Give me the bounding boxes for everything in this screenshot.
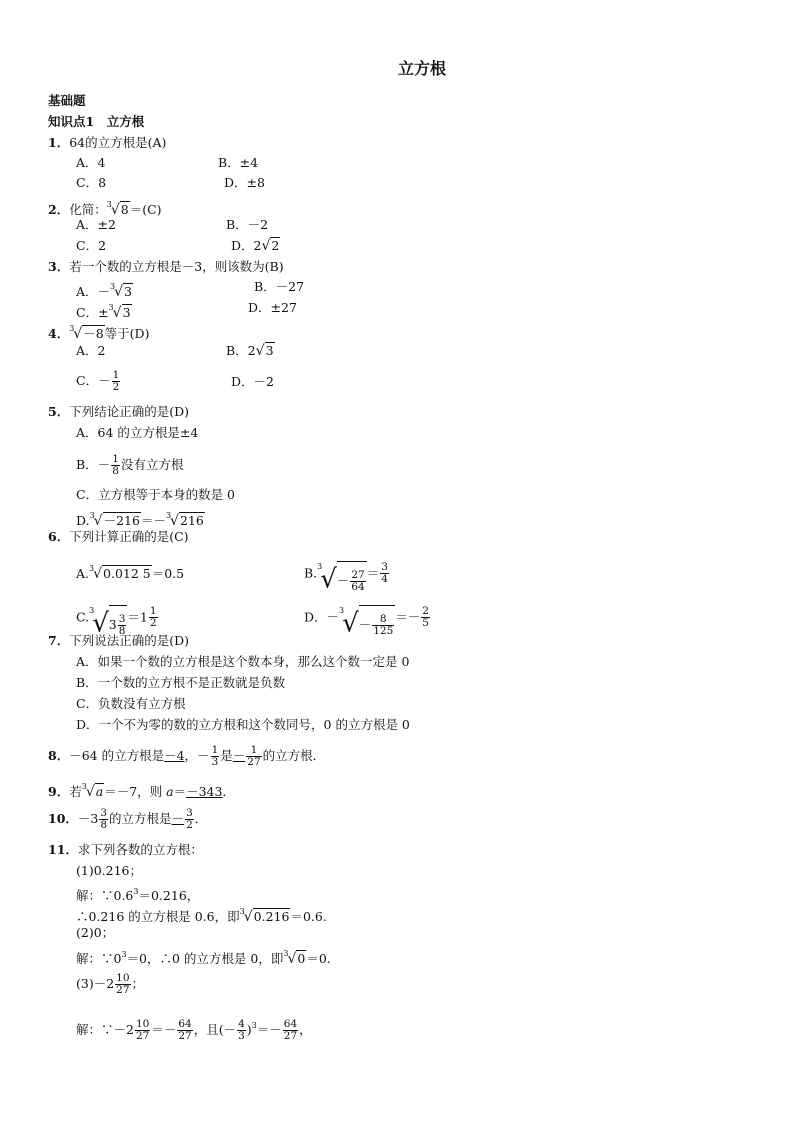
q2-option-a: A．±2 bbox=[76, 217, 116, 232]
question-text: 是 bbox=[220, 748, 233, 763]
q6-option-d bbox=[304, 593, 431, 643]
sign: － bbox=[358, 616, 372, 632]
solution-text: ) bbox=[246, 1022, 252, 1037]
q11-part-1-conclusion bbox=[76, 904, 327, 925]
fraction bbox=[246, 745, 261, 768]
sign: － bbox=[336, 572, 350, 588]
denominator: 8 bbox=[100, 819, 108, 831]
cube-root: $^3$√8 bbox=[106, 200, 129, 218]
answer bbox=[171, 807, 195, 831]
q6-option-b bbox=[304, 549, 390, 599]
numerator: 10 bbox=[135, 1018, 150, 1030]
denominator: 5 bbox=[422, 617, 429, 630]
denominator: 2 bbox=[186, 819, 193, 831]
denominator: 3 bbox=[211, 756, 219, 768]
q1-option-a: A．4 bbox=[76, 155, 106, 170]
q2-option-b: B．－2 bbox=[226, 217, 269, 232]
q7-option-c: C．负数没有立方根 bbox=[76, 696, 186, 711]
option-text: ＝0.5 bbox=[151, 566, 185, 581]
denominator: 27 bbox=[116, 984, 130, 996]
q7-option-a: A．如果一个数的立方根是这个数本身，那么这个数一定是 0 bbox=[76, 654, 410, 669]
cube-root: $^3$√－ $\frac{8}{125}$ bbox=[339, 593, 395, 643]
answer: －343 bbox=[186, 784, 223, 799]
cube-root: $^3$√3 bbox=[108, 303, 131, 321]
cube-root: $^3$√216 bbox=[165, 511, 204, 529]
fraction bbox=[115, 973, 130, 996]
fraction bbox=[283, 1019, 298, 1042]
exponent: 3 bbox=[251, 1021, 257, 1030]
denominator: 8 bbox=[118, 624, 126, 637]
question-text: (3)－2 bbox=[76, 976, 115, 991]
question-text: －3 bbox=[77, 811, 99, 826]
question-number: 7． bbox=[48, 633, 70, 648]
denominator: 27 bbox=[178, 1030, 192, 1042]
question-5 bbox=[48, 404, 189, 420]
question-7 bbox=[48, 633, 189, 649]
question-number: 5． bbox=[48, 404, 70, 419]
question-number: 3． bbox=[48, 259, 70, 274]
numerator: 1 bbox=[112, 453, 119, 465]
option-label: B．－ bbox=[76, 457, 111, 472]
radicand: 3 bbox=[265, 343, 274, 358]
equals: ＝－ bbox=[140, 513, 166, 528]
equals: ＝1 bbox=[127, 609, 148, 625]
radicand: 0.012 5 bbox=[103, 566, 151, 581]
question-3 bbox=[48, 259, 284, 275]
q4-option-b bbox=[226, 343, 275, 359]
question-stem: 下列计算正确的是(C) bbox=[69, 529, 189, 544]
question-text: ＝－7，则 bbox=[104, 784, 167, 799]
question-text: 若 bbox=[69, 784, 82, 799]
q7-option-d: D．一个不为零的数的立方根和这个数同号，0 的立方根是 0 bbox=[76, 717, 410, 732]
q3-option-d: D．±27 bbox=[248, 300, 297, 315]
question-text: ＝ bbox=[173, 784, 187, 799]
equals: ＝－ bbox=[256, 1022, 282, 1037]
solution-text: ∴0.216 的立方根是 0.6，即 bbox=[76, 909, 240, 924]
question-6 bbox=[48, 529, 189, 545]
q4-option-d: D．－2 bbox=[231, 374, 274, 389]
numerator: 4 bbox=[238, 1018, 245, 1030]
denominator: 64 bbox=[351, 580, 365, 593]
solution-text: ＝0.216， bbox=[138, 888, 200, 903]
question-text: 的立方根是 bbox=[109, 811, 172, 826]
q4-option-a: A．2 bbox=[76, 343, 106, 358]
question-4 bbox=[48, 321, 149, 342]
numerator: 2 bbox=[422, 605, 429, 618]
radicand: 2 bbox=[271, 238, 280, 253]
option-label: D．2 bbox=[231, 238, 262, 253]
denominator: 27 bbox=[247, 756, 261, 768]
question-stem: 下列结论正确的是(D) bbox=[69, 404, 189, 419]
option-label: B．2 bbox=[226, 343, 256, 358]
integer-part: 3 bbox=[108, 616, 117, 632]
fraction bbox=[177, 1019, 192, 1042]
cube-root: $^3$√－ $\frac{27}{64}$ bbox=[317, 549, 367, 599]
equals: ＝－ bbox=[395, 609, 421, 625]
section-heading: 基础题 bbox=[48, 93, 86, 108]
fraction bbox=[237, 1019, 246, 1042]
radicand: 3 bbox=[122, 305, 131, 320]
q11-part-3 bbox=[76, 969, 144, 999]
numerator: 3 bbox=[381, 561, 388, 574]
radicand: 0 bbox=[297, 951, 306, 966]
q11-part-2: (2)0； bbox=[76, 925, 115, 940]
option-label: A．－ bbox=[76, 284, 111, 299]
square-root: √2 bbox=[261, 238, 280, 254]
denominator: 2 bbox=[149, 617, 157, 630]
fraction bbox=[112, 370, 121, 393]
question-stem-suffix: 等于(D) bbox=[104, 326, 150, 341]
cube-root: $^3$√－8 bbox=[69, 324, 104, 342]
q11-part-2-solution bbox=[76, 946, 331, 967]
fraction bbox=[372, 614, 394, 637]
fraction bbox=[111, 454, 120, 477]
radicand: －8 bbox=[83, 326, 104, 341]
cube-root: $^3$√0 bbox=[283, 949, 306, 967]
question-stem: 下列说法正确的是(D) bbox=[69, 633, 189, 648]
question-1 bbox=[48, 135, 166, 151]
question-text: 的立方根． bbox=[262, 748, 326, 763]
q1-option-b: B．±4 bbox=[218, 155, 259, 170]
radicand: 8 bbox=[120, 202, 129, 217]
solution-text: 解：∵－2 bbox=[76, 1022, 134, 1037]
question-number: 11． bbox=[48, 842, 78, 857]
cube-root: $^3$√3 bbox=[110, 282, 132, 300]
question-text: ； bbox=[131, 976, 145, 991]
sign: － bbox=[232, 748, 246, 763]
q11-part-1-solution bbox=[76, 884, 199, 904]
solution-text: ＝0.6. bbox=[290, 909, 327, 924]
q11-part-3-solution bbox=[76, 1011, 312, 1045]
fraction bbox=[421, 606, 430, 629]
question-stem-suffix: ＝(C) bbox=[129, 202, 162, 217]
solution-text: ＝0. bbox=[306, 951, 331, 966]
q5-option-c: C．立方根等于本身的数是 0 bbox=[76, 487, 235, 502]
cube-root: $^3$√0.012 5 bbox=[89, 564, 151, 582]
question-number: 6． bbox=[48, 529, 70, 544]
q2-option-c: C．2 bbox=[76, 238, 107, 253]
numerator: 27 bbox=[351, 568, 365, 581]
numerator: 3 bbox=[186, 807, 193, 819]
square-root: √3 bbox=[255, 343, 274, 359]
denominator: 8 bbox=[112, 465, 119, 477]
question-text: ，－ bbox=[184, 748, 210, 763]
equals: ＝－ bbox=[151, 1022, 177, 1037]
numerator: 10 bbox=[116, 972, 130, 984]
question-number: 10． bbox=[48, 811, 78, 826]
option-label: C. bbox=[76, 609, 90, 625]
option-label: C．－ bbox=[76, 373, 111, 388]
question-stem-prefix: 化简： bbox=[69, 202, 107, 217]
numerator: 3 bbox=[118, 612, 126, 625]
fraction bbox=[185, 808, 194, 831]
fraction bbox=[380, 562, 389, 585]
q7-option-b: B．一个数的立方根不是正数就是负数 bbox=[76, 675, 286, 690]
solution-text: 解：∵0 bbox=[76, 951, 122, 966]
radicand: a bbox=[95, 784, 104, 799]
cube-root: $^3$√a bbox=[81, 782, 104, 800]
cube-root: $^3$√－216 bbox=[89, 511, 140, 529]
q5-option-a: A．64 的立方根是±4 bbox=[76, 425, 199, 440]
question-text: ． bbox=[194, 811, 208, 826]
q1-option-d: D．±8 bbox=[224, 175, 265, 190]
solution-text: ＝0，∴0 的立方根是 0，即 bbox=[126, 951, 284, 966]
option-text: 没有立方根 bbox=[120, 457, 184, 472]
question-number: 8． bbox=[48, 748, 70, 763]
solution-text: 解：∵0.6 bbox=[76, 888, 134, 903]
q3-option-c bbox=[76, 300, 132, 321]
radicand: 3 bbox=[124, 284, 132, 299]
question-number: 9． bbox=[48, 784, 70, 799]
sign: － bbox=[171, 811, 185, 826]
question-number: 4． bbox=[48, 326, 70, 341]
question-2 bbox=[48, 197, 162, 218]
fraction bbox=[350, 570, 365, 593]
numerator: 64 bbox=[283, 1018, 298, 1030]
question-10 bbox=[48, 804, 207, 834]
equals: ＝ bbox=[366, 565, 380, 581]
radicand: －216 bbox=[103, 513, 140, 528]
q1-option-c: C．8 bbox=[76, 175, 107, 190]
question-stem: 64的立方根是(A) bbox=[69, 135, 167, 150]
q5-option-b bbox=[76, 450, 183, 480]
fraction bbox=[211, 745, 220, 768]
q6-option-a bbox=[76, 561, 184, 582]
radicand: 0.216 bbox=[253, 909, 290, 924]
cube-root: $^3$√0.216 bbox=[239, 907, 290, 925]
q3-option-a bbox=[76, 279, 133, 300]
question-text: ． bbox=[222, 784, 235, 799]
answer bbox=[232, 744, 263, 768]
option-label: C．± bbox=[76, 305, 109, 320]
fraction bbox=[135, 1019, 150, 1042]
denominator: 2 bbox=[112, 381, 120, 393]
q11-part-1: (1)0.216； bbox=[76, 863, 142, 878]
denominator: 27 bbox=[283, 1030, 298, 1042]
numerator: 1 bbox=[149, 605, 157, 618]
q5-option-d bbox=[76, 508, 205, 529]
question-number: 2． bbox=[48, 202, 70, 217]
numerator: 1 bbox=[211, 744, 219, 756]
cube-root: $^3$√3 $\frac{3}{8}$ bbox=[89, 593, 127, 643]
denominator: 4 bbox=[381, 573, 388, 586]
question-11 bbox=[48, 842, 203, 858]
numerator: 8 bbox=[372, 614, 394, 626]
denominator: 125 bbox=[373, 624, 394, 637]
question-stem: 若一个数的立方根是－3，则该数为(B) bbox=[69, 259, 284, 274]
question-8 bbox=[48, 741, 325, 771]
numerator: 1 bbox=[246, 745, 261, 757]
knowledge-point-heading: 知识点1 立方根 bbox=[48, 114, 145, 129]
question-number: 1． bbox=[48, 135, 70, 150]
denominator: 27 bbox=[135, 1030, 150, 1042]
radicand: 216 bbox=[179, 513, 204, 528]
exponent: 3 bbox=[121, 950, 127, 959]
option-label: D．－ bbox=[304, 609, 340, 625]
numerator: 3 bbox=[100, 807, 108, 819]
option-label: B. bbox=[304, 565, 318, 581]
exponent: 3 bbox=[133, 887, 139, 896]
question-stem: 求下列各数的立方根： bbox=[77, 842, 203, 857]
question-9 bbox=[48, 779, 235, 800]
option-label: A. bbox=[76, 566, 90, 581]
solution-text: ， bbox=[299, 1022, 312, 1037]
fraction bbox=[99, 808, 108, 831]
variable: a bbox=[166, 784, 174, 799]
q3-option-b: B．－27 bbox=[254, 279, 305, 294]
denominator: 3 bbox=[238, 1030, 245, 1042]
q2-option-d bbox=[231, 238, 280, 254]
numerator: 64 bbox=[178, 1018, 192, 1030]
numerator: 1 bbox=[112, 369, 120, 381]
option-label: D. bbox=[76, 513, 90, 528]
page-title: 立方根 bbox=[398, 59, 447, 78]
q4-option-c bbox=[76, 366, 121, 396]
solution-text: ，且(－ bbox=[193, 1022, 237, 1037]
fraction bbox=[149, 606, 158, 629]
question-text: －64 的立方根是 bbox=[69, 748, 165, 763]
answer: －4 bbox=[164, 748, 185, 763]
